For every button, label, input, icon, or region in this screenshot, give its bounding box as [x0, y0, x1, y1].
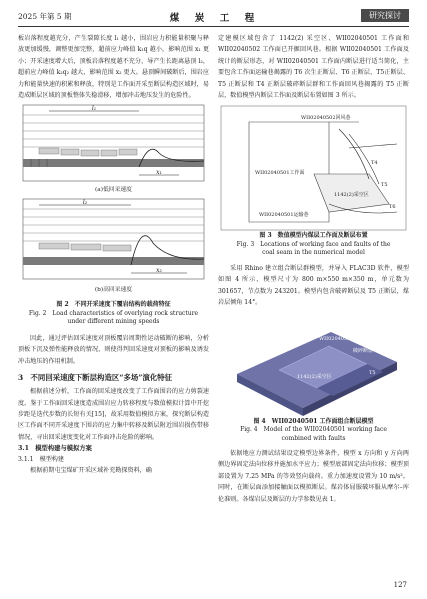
subsection-heading: 3.1 模型构建与模拟方案	[18, 445, 92, 453]
paragraph: 根据前期屯宝煤矿开采区域补充勘探资料，确	[30, 467, 152, 475]
fig3-label: WII02040501运输巷	[259, 212, 309, 219]
fig4-caption-cn: 图 4 WII02040501 工作面组合断层模型	[253, 417, 374, 425]
right-column	[218, 33, 409, 505]
fig2-caption-cn: 图 2 不同开采速度下覆岩结构的载荷特征	[56, 301, 171, 309]
label-x1: x₁	[156, 169, 162, 177]
fig3-label: T5	[381, 182, 388, 189]
paragraph: 板岩落程度越充分，产生裂隙长度 l₁ 越小，围岩应力积能量积聚与释放更加缓慢，调整更加完整，超前应力峰值 k₁q 越小，影响范围 x₁ 更小；开采速度增大后，顶板岩落程度越不充分，导产生长距离悬顶 l₂，超前应力峰值 k₂q₂ 越大，影响范围 x₂ 更大。悬顶瞬间破断后，围岩应力和能量快速的积累和释放，特别是工作面开采至断层构造区域时，易造成断层区域的顶板整体失稳滑移，增加冲击地压发生的危险性。	[18, 35, 209, 100]
page-number: 127	[393, 581, 407, 589]
fig3-caption-en: coal seam in the numerical model	[262, 249, 365, 257]
paragraph: 采用 Rhino 建立组合断层群模型，并导入 FLAC3D 软件，模型如图 4 所示，模型尺寸为 800 m×550 m×350 m，单元数为 301657，节点数为 243201。模型内包含破碎断层及 T5 正断层，煤岩层倾角 14°。	[218, 264, 409, 307]
fig4-caption-en: combined with faults	[281, 434, 346, 442]
section-heading: 3 不同回采速度下断层构造区“多场”演化特征	[18, 373, 173, 383]
journal-title: 煤 炭 工 程	[169, 13, 258, 24]
fig4-label: 1142(2)采空区	[297, 373, 332, 380]
fig4-caption-en: Fig. 4 Model of the WII02040501 working face	[240, 426, 387, 434]
paragraph: 定建模区域包含了 1142(2) 采空区、WII02040501 工作面和 WII02040502 工作面已开掘回风巷。根据 WII02040501 工作面及统计的断层形态，对 WII02040501 工作面内断层进行适当简化，主要包含工作面运输巷揭露的 T6 次生正断层、T6 正断层、T5正断层、T5 正断层和 T4 正断层破碎断层群和工作面回风巷揭露的 T5 正断层，数值模型内断层工作面及断层布置如图 3 所示。	[218, 35, 409, 100]
section-tag: 研究探讨	[361, 9, 409, 22]
fig3-caption-en: Fig. 3 Locations of working face and faults of the	[236, 240, 391, 248]
figure-3	[219, 104, 408, 232]
fig2a-diagram	[23, 105, 204, 181]
fig3-label: WII02040501工作面	[255, 170, 305, 177]
fig2-caption-en: under different mining speeds	[67, 318, 160, 326]
fig3-label: T4	[371, 160, 378, 167]
fig3-label: WII02040502回风巷	[301, 115, 351, 122]
label-l2: l₂	[82, 199, 88, 207]
running-header	[18, 10, 409, 24]
label-l1: l₁	[91, 105, 97, 113]
label-x2: x₂	[156, 267, 162, 275]
header-rule	[18, 26, 409, 27]
fig3-label: T6	[389, 204, 396, 211]
fig4-label: 破碎断层	[353, 347, 374, 354]
fig4-label: WII02040502回风巷	[319, 335, 369, 342]
fig2b-diagram	[23, 199, 204, 279]
fig3-label: 1142(2)采空区	[334, 192, 369, 199]
paragraph: 依据地应力测试结果设定模型边界条件，模型 x 方向和 y 方向两侧边界固定法向位移并施加水平应力；模型底部固定法向位移；模型顶部设置为 7.25 MPa 的等效竖向载荷。重力加速度设置为 10 m/s²。同时，在断层面添加接触面以模拟断层。煤岩体屈服破坏服从摩尔–库伦准则。各煤岩层及断层的力学参数见表 1。	[218, 450, 409, 503]
left-column	[18, 33, 209, 477]
fig2b-label: (b)高回采速度	[94, 287, 133, 294]
figure-2	[19, 101, 208, 301]
figure-4	[219, 312, 408, 418]
fig2a-label: (a)低回采速度	[95, 187, 132, 194]
issue-label: 2025 年第 5 期	[18, 12, 72, 21]
paragraph: 根据前述分析，工作面的回采速度改变了工作面围岩的应力剪裂速度。鉴于工作面回采速度造成围岩应力转移程度与数值模拟计算中开挖步距是迭代步数的长短有关[15]，故采用数值模拟方案，探究断层构造区工作面不同开采速度下围岩的应力集中转移及断层附近围岩损伤带移情况，寻出回采速度变化对工作面冲击危险的影响。	[18, 388, 209, 441]
fig4-label: T5	[369, 369, 376, 376]
fig3-caption-cn: 图 3 数值模型内煤层工作面及断层布置	[259, 232, 368, 240]
paragraph: 因此，通过评估回采速度对顶板覆岩周期性运动破断的影响，分析顶板下沉及弹性能释放的情况，则使得判回采速度对顶板的影响及诱发冲击地压的作用机制。	[18, 334, 209, 365]
fig2-caption-en: Fig. 2 Load characteristics of overlying rock structure	[28, 309, 199, 317]
subsubsection-heading: 3.1.1 模型构建	[18, 456, 64, 464]
